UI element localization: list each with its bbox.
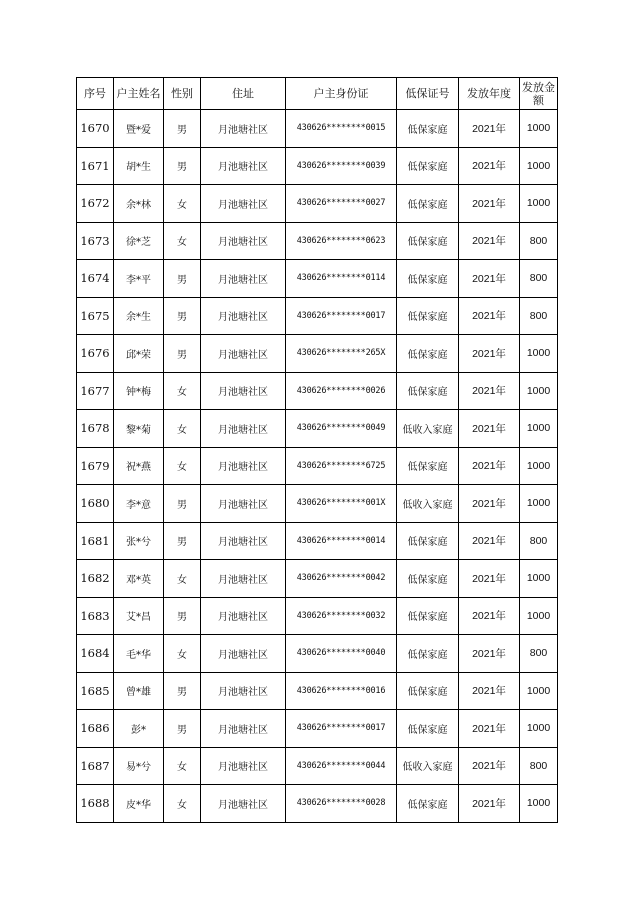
cell-address: 月池塘社区 (201, 597, 286, 635)
cell-serial: 1672 (77, 185, 114, 223)
cell-cert-number: 低保家庭 (397, 372, 459, 410)
cell-cert-number: 低保家庭 (397, 335, 459, 373)
cell-address: 月池塘社区 (201, 635, 286, 673)
cell-address: 月池塘社区 (201, 222, 286, 260)
cell-cert-number: 低保家庭 (397, 560, 459, 598)
cell-gender: 男 (164, 147, 201, 185)
cell-address: 月池塘社区 (201, 785, 286, 823)
table-row (77, 110, 558, 148)
table-row (77, 222, 558, 260)
cell-year: 2021年 (459, 785, 520, 823)
cell-amount: 1000 (520, 560, 558, 598)
cell-head-name: 李*意 (114, 485, 164, 523)
cell-id-number: 430626********0017 (286, 297, 397, 335)
cell-gender: 女 (164, 410, 201, 448)
cell-serial: 1680 (77, 485, 114, 523)
cell-serial: 1678 (77, 410, 114, 448)
cell-serial: 1673 (77, 222, 114, 260)
cell-cert-number: 低保家庭 (397, 710, 459, 748)
cell-cert-number: 低收入家庭 (397, 747, 459, 785)
cell-gender: 女 (164, 447, 201, 485)
cell-gender: 男 (164, 710, 201, 748)
cell-head-name: 余*林 (114, 185, 164, 223)
header-serial: 序号 (77, 78, 114, 110)
cell-amount: 800 (520, 747, 558, 785)
header-head-name: 户主姓名 (114, 78, 164, 110)
cell-year: 2021年 (459, 335, 520, 373)
cell-amount: 1000 (520, 710, 558, 748)
cell-gender: 女 (164, 222, 201, 260)
cell-head-name: 邱*荣 (114, 335, 164, 373)
cell-gender: 男 (164, 485, 201, 523)
cell-id-number: 430626********0017 (286, 710, 397, 748)
cell-year: 2021年 (459, 485, 520, 523)
cell-year: 2021年 (459, 185, 520, 223)
cell-id-number: 430626********0040 (286, 635, 397, 673)
table-row (77, 635, 558, 673)
cell-head-name: 彭* (114, 710, 164, 748)
cell-head-name: 钟*梅 (114, 372, 164, 410)
cell-serial: 1679 (77, 447, 114, 485)
cell-serial: 1687 (77, 747, 114, 785)
cell-amount: 1000 (520, 447, 558, 485)
cell-year: 2021年 (459, 147, 520, 185)
cell-address: 月池塘社区 (201, 335, 286, 373)
cell-gender: 男 (164, 522, 201, 560)
cell-head-name: 黎*菊 (114, 410, 164, 448)
cell-address: 月池塘社区 (201, 672, 286, 710)
cell-address: 月池塘社区 (201, 185, 286, 223)
cell-year: 2021年 (459, 597, 520, 635)
cell-amount: 1000 (520, 410, 558, 448)
table-row (77, 297, 558, 335)
cell-serial: 1676 (77, 335, 114, 373)
table-row (77, 747, 558, 785)
table-row (77, 672, 558, 710)
cell-amount: 1000 (520, 335, 558, 373)
cell-id-number: 430626********265X (286, 335, 397, 373)
cell-amount: 1000 (520, 110, 558, 148)
cell-cert-number: 低保家庭 (397, 297, 459, 335)
cell-address: 月池塘社区 (201, 747, 286, 785)
cell-address: 月池塘社区 (201, 485, 286, 523)
cell-serial: 1682 (77, 560, 114, 598)
cell-id-number: 430626********6725 (286, 447, 397, 485)
cell-year: 2021年 (459, 222, 520, 260)
cell-amount: 800 (520, 635, 558, 673)
cell-gender: 女 (164, 185, 201, 223)
cell-cert-number: 低保家庭 (397, 785, 459, 823)
cell-address: 月池塘社区 (201, 710, 286, 748)
cell-head-name: 暨*爱 (114, 110, 164, 148)
cell-year: 2021年 (459, 747, 520, 785)
cell-address: 月池塘社区 (201, 372, 286, 410)
cell-address: 月池塘社区 (201, 447, 286, 485)
table-row (77, 522, 558, 560)
cell-serial: 1677 (77, 372, 114, 410)
cell-gender: 女 (164, 747, 201, 785)
cell-cert-number: 低收入家庭 (397, 410, 459, 448)
cell-head-name: 邓*英 (114, 560, 164, 598)
cell-head-name: 皮*华 (114, 785, 164, 823)
cell-head-name: 艾*昌 (114, 597, 164, 635)
cell-year: 2021年 (459, 672, 520, 710)
cell-id-number: 430626********0027 (286, 185, 397, 223)
cell-gender: 男 (164, 335, 201, 373)
cell-head-name: 余*生 (114, 297, 164, 335)
cell-year: 2021年 (459, 410, 520, 448)
cell-id-number: 430626********0623 (286, 222, 397, 260)
cell-serial: 1684 (77, 635, 114, 673)
cell-amount: 1000 (520, 372, 558, 410)
header-gender: 性别 (164, 78, 201, 110)
cell-address: 月池塘社区 (201, 297, 286, 335)
subsidy-table (76, 77, 558, 823)
cell-id-number: 430626********0016 (286, 672, 397, 710)
header-year: 发放年度 (459, 78, 520, 110)
table-row (77, 335, 558, 373)
cell-id-number: 430626********0044 (286, 747, 397, 785)
cell-head-name: 祝*燕 (114, 447, 164, 485)
header-address: 住址 (201, 78, 286, 110)
cell-id-number: 430626********0049 (286, 410, 397, 448)
cell-address: 月池塘社区 (201, 560, 286, 598)
table-row (77, 260, 558, 298)
cell-year: 2021年 (459, 635, 520, 673)
cell-head-name: 毛*华 (114, 635, 164, 673)
cell-amount: 1000 (520, 672, 558, 710)
cell-cert-number: 低保家庭 (397, 597, 459, 635)
cell-serial: 1683 (77, 597, 114, 635)
cell-serial: 1685 (77, 672, 114, 710)
cell-cert-number: 低收入家庭 (397, 485, 459, 523)
table-row (77, 560, 558, 598)
cell-head-name: 李*平 (114, 260, 164, 298)
cell-gender: 男 (164, 260, 201, 298)
cell-id-number: 430626********0039 (286, 147, 397, 185)
cell-head-name: 徐*芝 (114, 222, 164, 260)
cell-serial: 1674 (77, 260, 114, 298)
cell-amount: 800 (520, 260, 558, 298)
cell-cert-number: 低保家庭 (397, 260, 459, 298)
cell-id-number: 430626********0014 (286, 522, 397, 560)
header-cert-number: 低保证号 (397, 78, 459, 110)
cell-id-number: 430626********0042 (286, 560, 397, 598)
cell-gender: 女 (164, 785, 201, 823)
cell-cert-number: 低保家庭 (397, 672, 459, 710)
cell-address: 月池塘社区 (201, 110, 286, 148)
cell-id-number: 430626********0028 (286, 785, 397, 823)
header-amount: 发放金额 (520, 78, 558, 110)
cell-cert-number: 低保家庭 (397, 185, 459, 223)
cell-serial: 1670 (77, 110, 114, 148)
cell-serial: 1688 (77, 785, 114, 823)
cell-serial: 1675 (77, 297, 114, 335)
cell-id-number: 430626********0032 (286, 597, 397, 635)
table-row (77, 410, 558, 448)
header-row (77, 78, 558, 110)
cell-cert-number: 低保家庭 (397, 147, 459, 185)
cell-gender: 女 (164, 560, 201, 598)
cell-address: 月池塘社区 (201, 522, 286, 560)
cell-gender: 女 (164, 635, 201, 673)
cell-id-number: 430626********001X (286, 485, 397, 523)
table-row (77, 485, 558, 523)
table-row (77, 372, 558, 410)
cell-id-number: 430626********0114 (286, 260, 397, 298)
cell-year: 2021年 (459, 560, 520, 598)
cell-amount: 800 (520, 222, 558, 260)
cell-gender: 男 (164, 597, 201, 635)
cell-amount: 1000 (520, 485, 558, 523)
cell-serial: 1671 (77, 147, 114, 185)
table-row (77, 710, 558, 748)
cell-head-name: 易*兮 (114, 747, 164, 785)
cell-gender: 男 (164, 297, 201, 335)
cell-year: 2021年 (459, 710, 520, 748)
cell-id-number: 430626********0015 (286, 110, 397, 148)
cell-amount: 1000 (520, 185, 558, 223)
header-id-number: 户主身份证 (286, 78, 397, 110)
cell-year: 2021年 (459, 522, 520, 560)
cell-gender: 男 (164, 672, 201, 710)
cell-id-number: 430626********0026 (286, 372, 397, 410)
cell-address: 月池塘社区 (201, 410, 286, 448)
cell-cert-number: 低保家庭 (397, 522, 459, 560)
table-row (77, 185, 558, 223)
cell-year: 2021年 (459, 260, 520, 298)
cell-amount: 800 (520, 522, 558, 560)
cell-year: 2021年 (459, 447, 520, 485)
cell-year: 2021年 (459, 110, 520, 148)
cell-gender: 女 (164, 372, 201, 410)
cell-serial: 1686 (77, 710, 114, 748)
cell-head-name: 曾*雄 (114, 672, 164, 710)
cell-cert-number: 低保家庭 (397, 110, 459, 148)
cell-year: 2021年 (459, 297, 520, 335)
table-row (77, 597, 558, 635)
cell-head-name: 胡*生 (114, 147, 164, 185)
cell-amount: 1000 (520, 785, 558, 823)
cell-amount: 1000 (520, 147, 558, 185)
cell-year: 2021年 (459, 372, 520, 410)
table-row (77, 147, 558, 185)
cell-cert-number: 低保家庭 (397, 635, 459, 673)
cell-amount: 800 (520, 297, 558, 335)
cell-gender: 男 (164, 110, 201, 148)
cell-cert-number: 低保家庭 (397, 447, 459, 485)
cell-serial: 1681 (77, 522, 114, 560)
roster-sheet (76, 77, 558, 823)
cell-cert-number: 低保家庭 (397, 222, 459, 260)
table-body (77, 110, 558, 823)
cell-address: 月池塘社区 (201, 260, 286, 298)
cell-amount: 1000 (520, 597, 558, 635)
table-row (77, 447, 558, 485)
table-row (77, 785, 558, 823)
cell-address: 月池塘社区 (201, 147, 286, 185)
cell-head-name: 张*兮 (114, 522, 164, 560)
